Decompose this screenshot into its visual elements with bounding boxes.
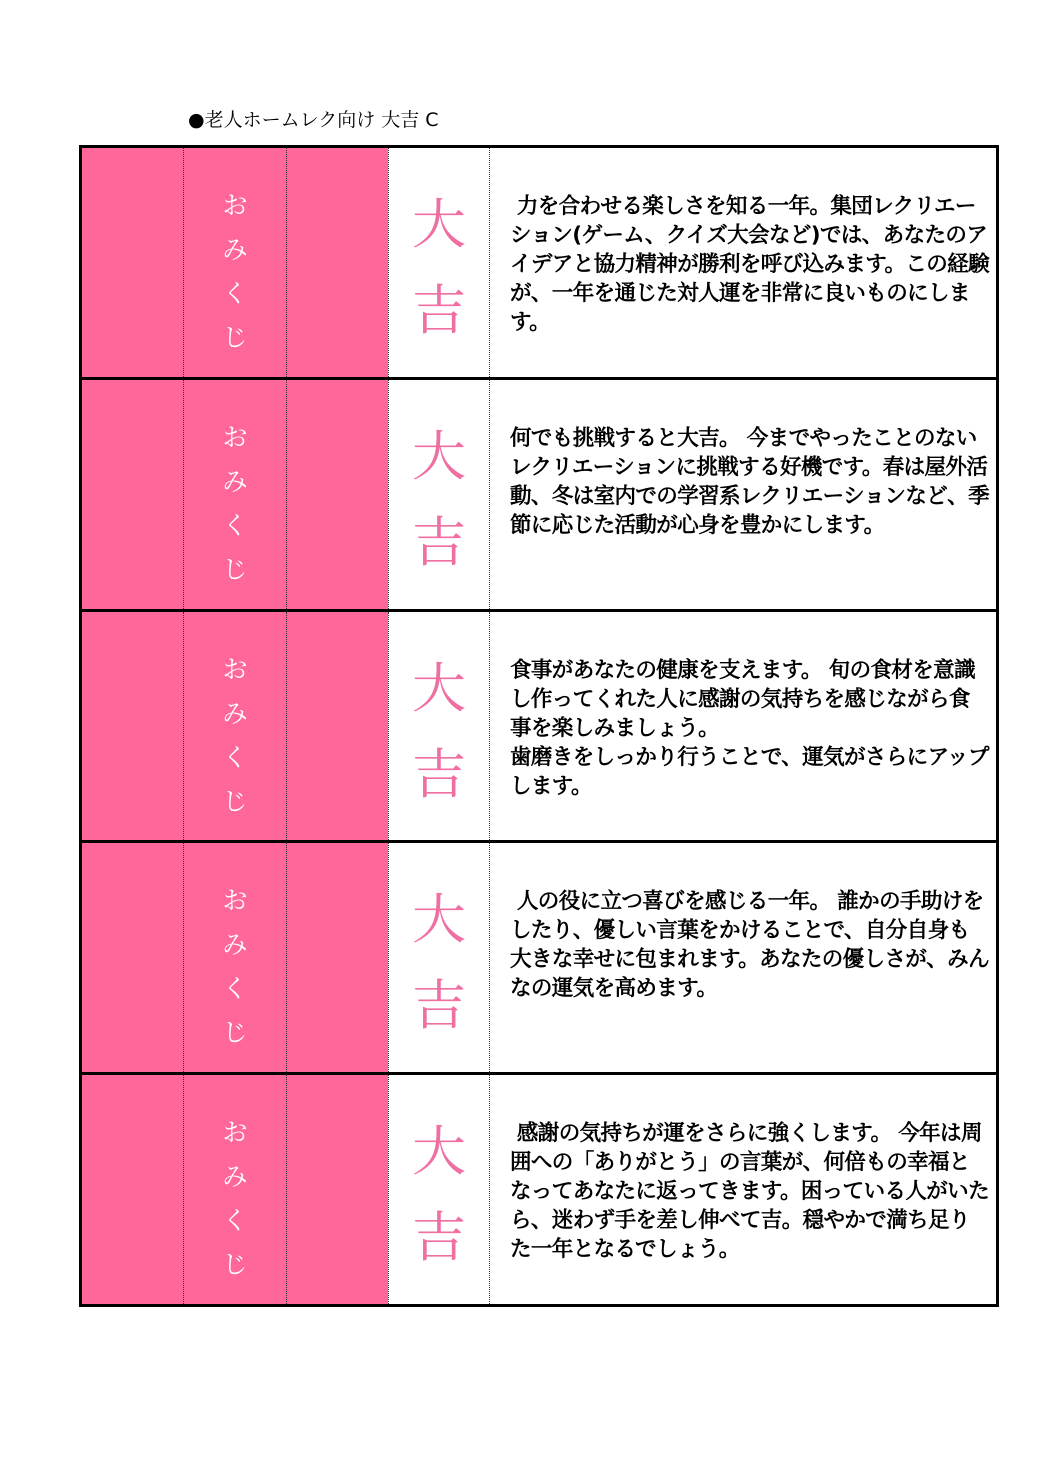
omikuji-label: お み く じ [222, 1118, 248, 1280]
slip-tab-column-center [183, 380, 285, 609]
slip-tab [82, 843, 388, 1072]
fortune-message-text: 感謝の気持ちが運をさらに強くします。 今年は周囲への「ありがとう」の言葉が、何倍もの幸福となってあなたに返ってきます。困っている人がいたら、迷わず手を差し伸べて吉。穏やかで満ち足りた一年となるでしょう。 [510, 1121, 989, 1263]
omikuji-label: お み く じ [222, 654, 248, 816]
fortune-message [490, 380, 996, 609]
slip-tab-column-left [82, 843, 183, 1072]
slip-tab [82, 1075, 388, 1304]
omikuji-label: お み く じ [222, 886, 248, 1048]
page-title: ●老人ホームレク向け 大吉 C [188, 109, 439, 131]
slip-tab-column-center [183, 148, 285, 377]
fortune-message [490, 1075, 996, 1304]
slip-tab [82, 148, 388, 377]
fortune-message [490, 148, 996, 377]
omikuji-label: お み く じ [222, 191, 248, 352]
omikuji-sheet [79, 145, 999, 1307]
slip-tab-column-right [286, 148, 388, 377]
slip-tab-column-center [183, 843, 285, 1072]
fortune-message-text: 食事があなたの健康を支えます。 旬の食材を意識し作ってくれた人に感謝の気持ちを感じながら食事を楽しみましょう。 歯磨きをしっかり行うことで、運気がさらにアップします。 [510, 657, 989, 799]
omikuji-slip-1 [82, 148, 996, 377]
slip-tab-column-center [183, 1075, 285, 1304]
fortune-rank: 大 吉 [388, 148, 490, 377]
omikuji-slip-4 [82, 840, 996, 1072]
slip-tab-column-right [286, 380, 388, 609]
omikuji-label: お み く じ [222, 422, 248, 584]
fortune-message-text: 人の役に立つ喜びを感じる一年。 誰かの手助けをしたり、優しい言葉をかけることで、自分自身も大きな幸せに包まれます。あなたの優しさが、みんなの運気を高めます。 [510, 889, 989, 1002]
fortune-rank: 大 吉 [388, 380, 490, 609]
slip-tab-column-left [82, 1075, 183, 1304]
slip-tab-column-right [286, 612, 388, 841]
slip-tab [82, 612, 388, 841]
fortune-message-text: 力を合わせる楽しさを知る一年。集団レクリエーション(ゲーム、クイズ大会など)では、あなたのアイデアと協力精神が勝利を呼び込みます。この経験が、一年を通じた対人運を非常に良いものにします。 [510, 194, 989, 335]
omikuji-slip-5 [82, 1072, 996, 1304]
slip-tab-column-left [82, 380, 183, 609]
fortune-rank: 大 吉 [388, 612, 490, 841]
omikuji-slip-2 [82, 377, 996, 609]
fortune-message [490, 612, 996, 841]
fortune-message [490, 843, 996, 1072]
fortune-rank: 大 吉 [388, 1075, 490, 1304]
slip-tab-column-right [286, 1075, 388, 1304]
slip-tab-column-center [183, 612, 285, 841]
slip-tab [82, 380, 388, 609]
fortune-message-text: 何でも挑戦すると大吉。 今までやったことのないレクリエーションに挑戦する好機です。春は屋外活動、冬は室内での学習系レクリエーションなど、季節に応じた活動が心身を豊かにします。 [510, 425, 989, 538]
fortune-rank: 大 吉 [388, 843, 490, 1072]
slip-tab-column-right [286, 843, 388, 1072]
slip-tab-column-left [82, 148, 183, 377]
omikuji-slip-3 [82, 609, 996, 841]
slip-tab-column-left [82, 612, 183, 841]
